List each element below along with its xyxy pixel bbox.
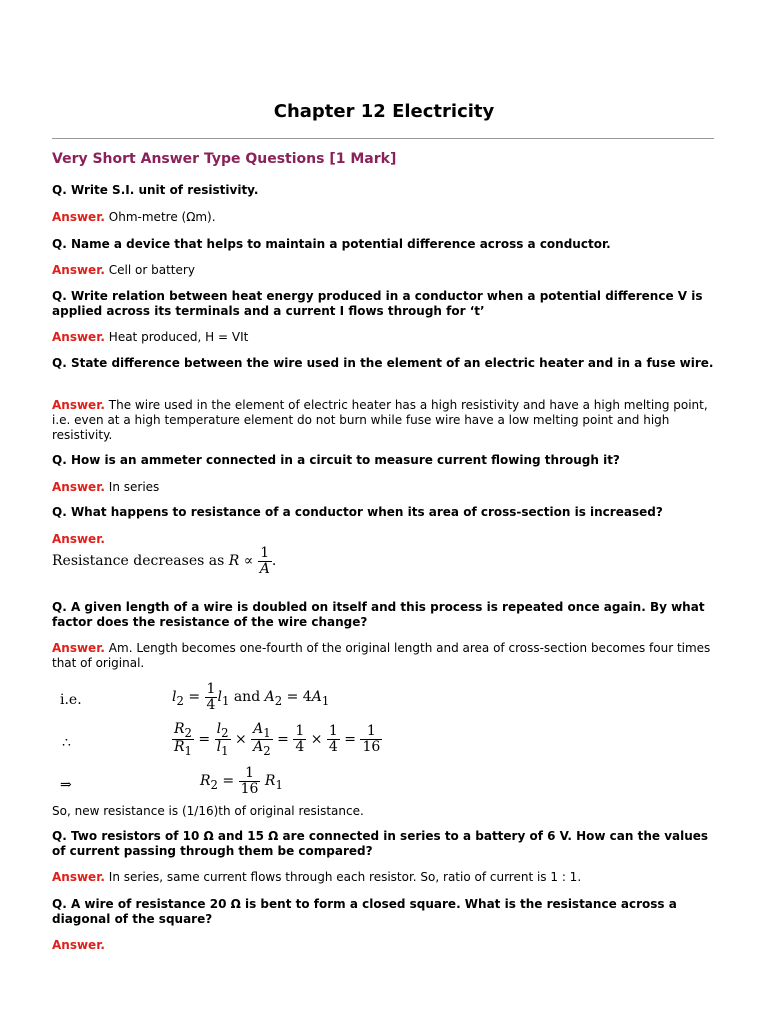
question-8: Q. Two resistors of 10 Ω and 15 Ω are connected in series to a battery of 6 V. How can the values of current passing through them be compared? — [52, 829, 709, 858]
math-line-2: $\frac{R_2}{R_1}$ = $\frac{l_2}{l_1}$ × $\frac{A_1}{A_2}$ = $\frac{1}{4}$ × $\frac{1}{4}$ = $\frac{1}{16}$ — [174, 721, 381, 758]
answer-5 — [52, 480, 716, 495]
answer-3 — [52, 330, 716, 345]
title-divider — [52, 138, 714, 139]
answer-text: Ohm-metre (Ωm). — [108, 210, 216, 224]
math-text: Resistance decreases as — [52, 553, 225, 570]
math-line-3: $R_2$ = $\frac{1}{16}$ $R_1$ — [200, 765, 283, 797]
math-therefore: ∴ — [62, 735, 71, 751]
answer-label: Answer. — [52, 870, 105, 884]
math-line-1: $l_2$ = $\frac{1}{4}$ $l_1$ and $A_2 = 4A_1$ — [172, 681, 330, 713]
answer-label: Answer. — [52, 330, 105, 344]
fraction-denominator: A — [259, 560, 270, 577]
answer-label: Answer. — [52, 480, 105, 494]
answer-8 — [52, 870, 716, 885]
answer-label: Answer. — [52, 938, 105, 952]
answer-text: In series — [108, 480, 160, 494]
math-proportional: ∝ — [243, 553, 254, 570]
math-resistance-area: Resistance decreases as R ∝ $\frac{1}{A}$ . — [52, 545, 277, 577]
answer-label: Answer. — [52, 263, 105, 277]
answer-text: In series, same current flows through each resistor. So, ratio of current is 1 : 1. — [108, 870, 582, 884]
answer-6 — [52, 532, 716, 547]
math-fraction — [258, 546, 272, 576]
question-7: Q. A given length of a wire is doubled on itself and this process is repeated once again. By what factor does the resistance of the wire change? — [52, 600, 705, 629]
page-title: Chapter 12 Electricity — [273, 101, 495, 122]
answer-2 — [52, 263, 716, 278]
answer-label: Answer. — [52, 210, 105, 224]
math-conclusion: So, new resistance is (1/16)th of original resistance. — [52, 804, 364, 818]
section-heading: Very Short Answer Type Questions [1 Mark] — [52, 151, 397, 167]
answer-7 — [52, 641, 716, 671]
math-implies: ⇒ — [60, 777, 72, 793]
answer-text: The wire used in the element of electric heater has a high resistivity and have a high melting point, i.e. even at a high temperature element do not burn while fuse wire have a low melting point and high resistivity. — [52, 398, 708, 442]
question-5: Q. How is an ammeter connected in a circuit to measure current flowing through it? — [52, 453, 620, 467]
answer-label: Answer. — [52, 398, 105, 412]
question-6: Q. What happens to resistance of a conductor when its area of cross-section is increased? — [52, 505, 663, 519]
fraction-numerator: 1 — [258, 546, 272, 562]
question-2: Q. Name a device that helps to maintain a potential difference across a conductor. — [52, 237, 611, 251]
answer-text: Am. Length becomes one-fourth of the original length and area of cross-section becomes four times that of original. — [52, 641, 711, 670]
answer-text: Cell or battery — [108, 263, 195, 277]
math-ie-label: i.e. — [60, 692, 82, 708]
question-3: Q. Write relation between heat energy produced in a conductor when a potential difference V is applied across its terminals and a current I flows through for ‘t’ — [52, 289, 703, 318]
answer-9 — [52, 938, 716, 953]
question-1: Q. Write S.I. unit of resistivity. — [52, 183, 259, 197]
question-4: Q. State difference between the wire used in the element of an electric heater and in a fuse wire. — [52, 356, 714, 370]
question-9: Q. A wire of resistance 20 Ω is bent to form a closed square. What is the resistance across a diagonal of the square? — [52, 897, 677, 926]
answer-label: Answer. — [52, 532, 105, 546]
answer-text: Heat produced, H = VIt — [108, 330, 249, 344]
answer-1 — [52, 210, 716, 225]
answer-label: Answer. — [52, 641, 105, 655]
math-variable-r: R — [228, 553, 240, 570]
answer-4 — [52, 398, 716, 443]
